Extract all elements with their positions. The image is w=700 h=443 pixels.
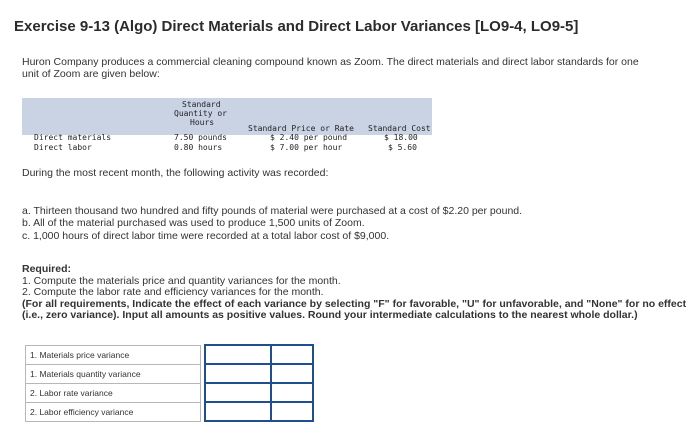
header-quantity-line1: Standard xyxy=(182,100,221,109)
answer-label-materials-price: 1. Materials price variance xyxy=(26,345,201,364)
exercise-title: Exercise 9-13 (Algo) Direct Materials and Direct Labor Variances [LO9-4, LO9-5] xyxy=(14,18,579,35)
activity-item-b: b. All of the material purchased was used to produce 1,500 units of Zoom. xyxy=(22,217,365,230)
activity-item-a: a. Thirteen thousand two hundred and fifty pounds of material were purchased at a cost of $2.20 per pound. xyxy=(22,205,523,217)
row-labor-cost: $ 5.60 xyxy=(388,143,417,152)
intro-line-1: Huron Company produces a commercial cleaning compound known as Zoom. The direct materials and direct labor standards for one xyxy=(22,56,639,68)
activity-item-c: c. 1,000 hours of direct labor time were recorded at a total labor cost of $9,000. xyxy=(22,229,390,242)
row-materials-price: $ 2.40 per pound xyxy=(270,133,348,142)
row-materials-quantity: 7.50 pounds xyxy=(174,133,227,142)
row-materials-label: Direct materials xyxy=(34,133,112,142)
labor-rate-amount-input[interactable] xyxy=(205,383,271,402)
answer-label-materials-quantity: 1. Materials quantity variance xyxy=(26,364,201,383)
activity-intro: During the most recent month, the following activity was recorded: xyxy=(22,167,329,179)
answer-table xyxy=(25,344,314,422)
answer-label-labor-efficiency: 2. Labor efficiency variance xyxy=(26,402,201,421)
required-item-1: 1. Compute the materials price and quantity variances for the month. xyxy=(22,274,341,287)
required-section xyxy=(22,264,692,322)
row-labor-price: $ 7.00 per hour xyxy=(270,143,343,152)
row-materials-cost: $ 18.00 xyxy=(384,133,418,142)
row-labor-quantity: 0.80 hours xyxy=(174,143,223,152)
required-heading: Required: xyxy=(22,263,72,275)
header-price: Standard Price or Rate xyxy=(248,124,354,133)
materials-quantity-effect-select[interactable] xyxy=(271,364,313,383)
header-quantity-line2: Quantity or xyxy=(174,109,227,118)
labor-rate-effect-select[interactable] xyxy=(271,383,313,402)
materials-price-effect-select[interactable] xyxy=(271,345,313,364)
required-instructions: (For all requirements, Indicate the effect of each variance by selecting "F" for favorable, "U" for unfavorable, and "None" for no effect (i.e., zero variance). Input all amounts as positive values. Round your intermediate calculations to the nearest whole dollar.) xyxy=(22,297,687,322)
answer-label-labor-rate: 2. Labor rate variance xyxy=(26,383,201,402)
standards-table xyxy=(22,98,432,158)
header-quantity-line3: Hours xyxy=(190,118,215,127)
labor-efficiency-effect-select[interactable] xyxy=(271,402,313,421)
intro-text xyxy=(22,56,682,80)
activity-list xyxy=(22,205,522,242)
labor-efficiency-amount-input[interactable] xyxy=(205,402,271,421)
materials-price-amount-input[interactable] xyxy=(205,345,271,364)
answer-row xyxy=(26,383,314,402)
intro-line-2: unit of Zoom are given below: xyxy=(22,68,160,80)
answer-row xyxy=(26,364,314,383)
answer-row xyxy=(26,402,314,421)
row-labor-label: Direct labor xyxy=(34,143,92,152)
materials-quantity-amount-input[interactable] xyxy=(205,364,271,383)
required-item-2: 2. Compute the labor rate and efficiency variances for the month. xyxy=(22,286,324,299)
header-cost: Standard Cost xyxy=(368,124,431,133)
answer-row xyxy=(26,345,314,364)
